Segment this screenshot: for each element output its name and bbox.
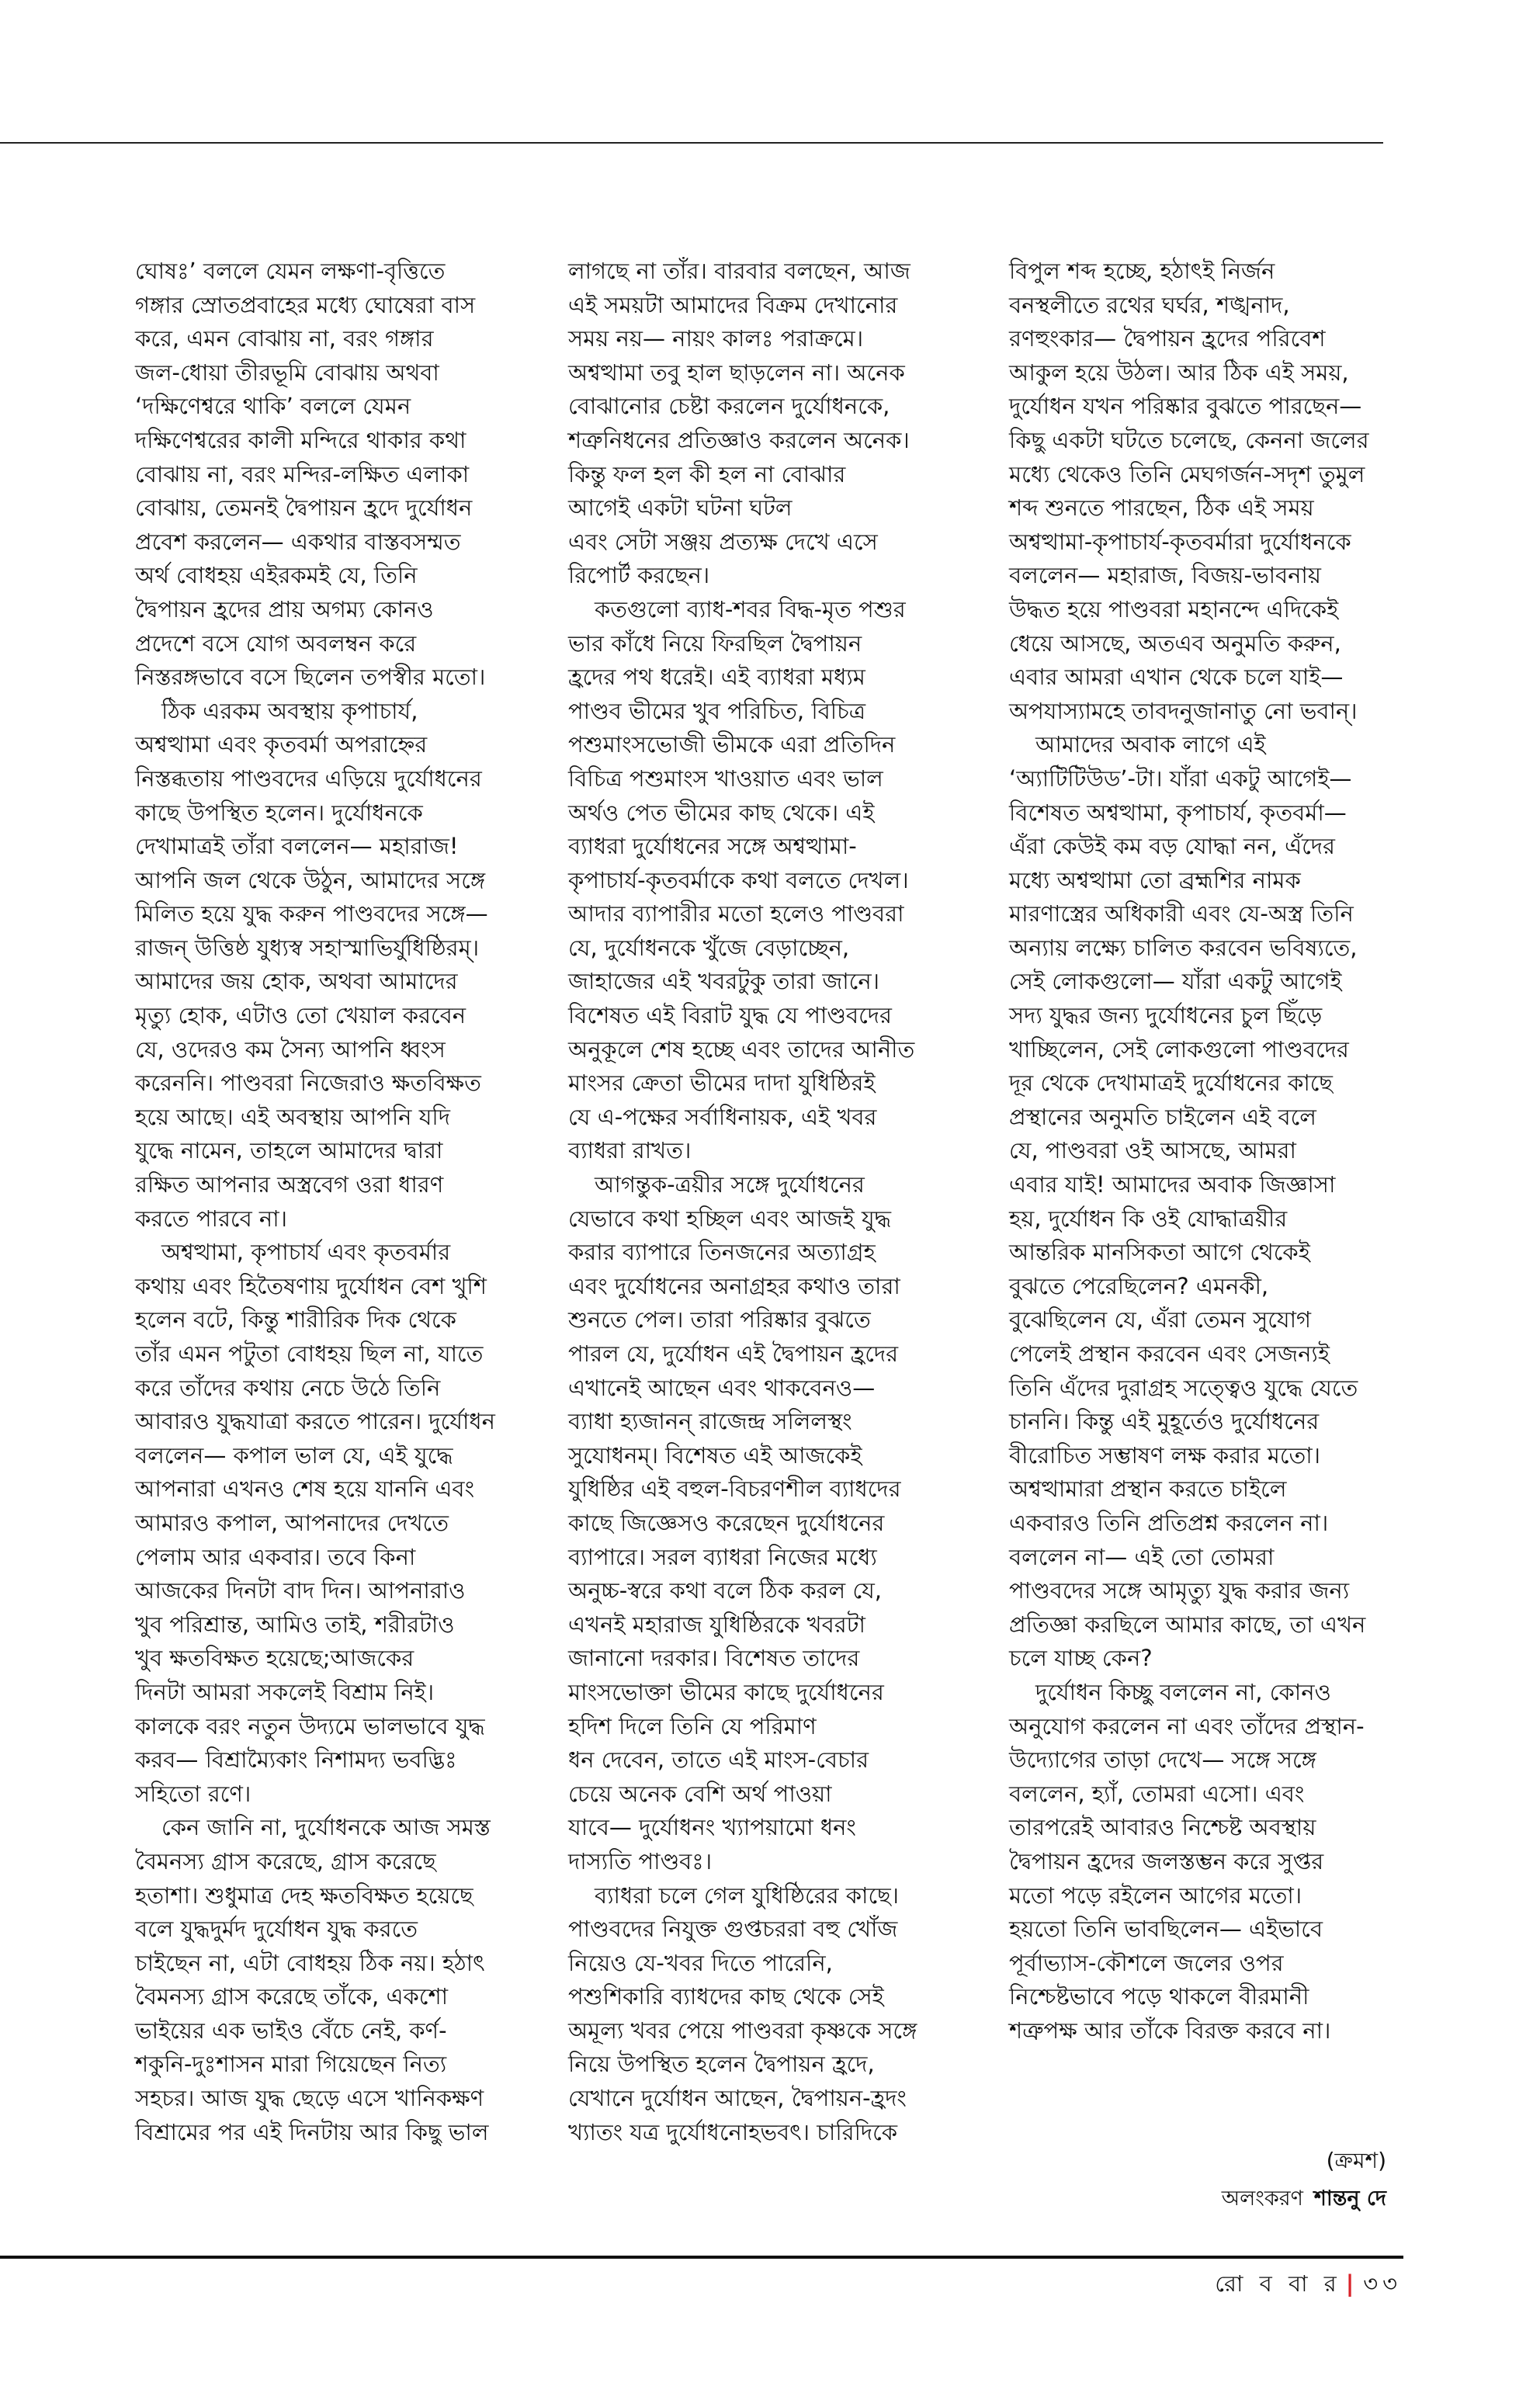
text-line: খাচ্ছিলেন, সেই লোকগুলো পাণ্ডবদের (1009, 1035, 1349, 1063)
text-line: আবারও যুদ্ধযাত্রা করতে পারেন। দুর্যোধন (135, 1408, 495, 1435)
text-line: দ্বৈপায়ন হ্রদের জলস্তম্ভন করে সুপ্তর (1009, 1847, 1324, 1875)
text-line: আগন্তুক-ত্রয়ীর সঙ্গে দুর্যোধনের (595, 1171, 865, 1198)
text-line: বললেন, হ্যাঁ, তোমরা এসো। এবং (1009, 1780, 1305, 1807)
text-line: কাছে জিজ্ঞেসও করেছেন দুর্যোধনের (568, 1509, 885, 1536)
text-line: এবং দুর্যোধনের অনাগ্রহর কথাও তারা (568, 1272, 900, 1299)
text-line: দেখামাত্রই তাঁরা বললেন— মহারাজ! (135, 833, 459, 860)
text-line: রণহুংকার— দ্বৈপায়ন হ্রদের পরিবেশ (1009, 325, 1326, 352)
text-line: কথায় এবং হিতৈষণায় দুর্যোধন বেশ খুশি (135, 1272, 487, 1299)
text-line: অমূল্য খবর পেয়ে পাণ্ডবরা কৃষ্ণকে সঙ্গে (568, 2017, 917, 2044)
text-line: নিশ্চেষ্টভাবে পড়ে থাকলে বীরমানী (1009, 1983, 1309, 2010)
paragraph (1009, 1676, 1432, 2048)
text-line: যে, ওদেরও কম সৈন্য আপনি ধ্বংস (135, 1035, 446, 1063)
text-line: বৈমনস্য গ্রাস করেছে তাঁকে, একশো (135, 1983, 449, 2010)
text-line: করার ব্যাপারে তিনজনের অত্যাগ্রহ (568, 1239, 876, 1266)
text-line: মাংসর ক্রেতা ভীমের দাদা যুধিষ্ঠিরই (568, 1070, 876, 1097)
text-line: অনুযোগ করলেন না এবং তাঁদের প্রস্থান- (1009, 1712, 1365, 1739)
text-line: প্রতিজ্ঞা করছিলে আমার কাছে, তা এখন (1009, 1611, 1366, 1638)
text-line: গঙ্গার স্রোতপ্রবাহের মধ্যে ঘোষেরা বাস (135, 291, 476, 318)
text-line: হয়তো তিনি ভাবছিলেন— এইভাবে (1009, 1916, 1323, 1943)
text-line: তাঁর এমন পটুতা বোধহয় ছিল না, যাতে (135, 1340, 484, 1367)
text-line: ঘোষঃ’ বললে যেমন লক্ষণা-বৃত্তিতে (135, 258, 446, 284)
text-line: দূর থেকে দেখামাত্রই দুর্যোধনের কাছে (1009, 1070, 1334, 1097)
text-line: জল-ধোয়া তীরভূমি বোঝায় অথবা (135, 359, 439, 386)
text-line: বলে যুদ্ধদুর্মদ দুর্যোধন যুদ্ধ করতে (135, 1916, 418, 1943)
text-line: নিস্তব্ধতায় পাণ্ডবদের এড়িয়ে দুর্যোধনের (135, 765, 482, 792)
text-line: ব্যাধরা চলে গেল যুধিষ্ঠিরের কাছে। (595, 1881, 900, 1909)
text-line: কিছু একটা ঘটতে চলেছে, কেননা জলের (1009, 426, 1369, 453)
text-line: বুঝেছিলেন যে, এঁরা তেমন সুযোগ (1009, 1306, 1312, 1333)
text-line: দুর্যোধন যখন পরিষ্কার বুঝতে পারছেন— (1009, 393, 1362, 420)
text-line: বনস্থলীতে রথের ঘর্ঘর, শঙ্খনাদ, (1009, 291, 1290, 318)
text-line: হয়ে আছে। এই অবস্থায় আপনি যদি (135, 1103, 450, 1130)
text-line: দক্ষিণেশ্বরের কালী মন্দিরে থাকার কথা (135, 426, 467, 453)
text-line: এঁরা কেউই কম বড় যোদ্ধা নন, এঁদের (1009, 833, 1335, 860)
text-line: এবার আমরা এখান থেকে চলে যাই— (1009, 664, 1344, 691)
text-line: সহিতো রণে। (135, 1780, 251, 1807)
text-line: আন্তরিক মানসিকতা আগে থেকেই (1009, 1239, 1310, 1266)
text-line: যুদ্ধে নামেন, তাহলে আমাদের দ্বারা (135, 1137, 443, 1164)
text-line: কতগুলো ব্যাধ-শবর বিদ্ধ-মৃত পশুর (595, 595, 906, 623)
text-line: যে, পাণ্ডবরা ওই আসছে, আমরা (1009, 1137, 1296, 1164)
text-line: অপযাস্যামহে তাবদনুজানাতু নো ভবান্। (1009, 697, 1358, 724)
text-line: হ্রদের পথ ধরেই। এই ব্যাধরা মধ্যম (568, 664, 865, 691)
text-line: পশুমাংসভোজী ভীমকে এরা প্রতিদিন (568, 731, 896, 758)
text-line: মতো পড়ে রইলেন আগের মতো। (1009, 1881, 1302, 1909)
bottom-rule (0, 2256, 1403, 2259)
text-line: বীরোচিত সম্ভাষণ লক্ষ করার মতো। (1009, 1441, 1321, 1469)
text-line: যে, দুর্যোধনকে খুঁজে বেড়াচ্ছেন, (568, 934, 850, 961)
text-line: শুনতে পেল। তারা পরিষ্কার বুঝতে (568, 1306, 871, 1333)
text-line: উদ্যোগের তাড়া দেখে— সঙ্গে সঙ্গে (1009, 1746, 1316, 1774)
text-line: মৃত্যু হোক, এটাও তো খেয়াল করবেন (135, 1002, 467, 1029)
text-line: একবারও তিনি প্রতিপ্রশ্ন করলেন না। (1009, 1509, 1329, 1536)
paragraph (568, 255, 991, 593)
text-line: আগেই একটা ঘটনা ঘটল (568, 494, 793, 522)
text-line: কাছে উপস্থিত হলেন। দুর্যোধনকে (135, 799, 423, 826)
text-line: রাজন্ উত্তিষ্ঠ যুধ্যস্ব সহাস্মাভির্যুধিষ্ঠিরম্। (135, 934, 480, 961)
text-line: নিস্তরঙ্গভাবে বসে ছিলেন তপস্বীর মতো। (135, 664, 486, 691)
text-line: করেননি। পাণ্ডবরা নিজেরাও ক্ষতবিক্ষত (135, 1070, 481, 1097)
illustrator-name: শান্তনু দে (1313, 2187, 1386, 2211)
text-line: দ্বৈপায়ন হ্রদের প্রায় অগম্য কোনও (135, 595, 434, 623)
paragraph (568, 593, 991, 1168)
text-line: ব্যাধরা রাখত। (568, 1137, 692, 1164)
text-line: অন্যায় লক্ষ্যে চালিত করবেন ভবিষ্যতে, (1009, 934, 1358, 961)
illustration-credit (1222, 2183, 1386, 2218)
text-line: অশ্বত্থামা-কৃপাচার্য-কৃতবর্মারা দুর্যোধনকে (1009, 528, 1351, 555)
text-line: ‘অ্যাটিটিউড’-টা। যাঁরা একটু আগেই— (1009, 765, 1352, 792)
text-line: আপনি জল থেকে উঠুন, আমাদের সঙ্গে (135, 866, 486, 893)
text-line: আকুল হয়ে উঠল। আর ঠিক এই সময়, (1009, 359, 1349, 386)
text-line: বোঝায়, তেমনই দ্বৈপায়ন হ্রদে দুর্যোধন (135, 494, 473, 522)
credit-label: অলংকরণ (1221, 2187, 1303, 2211)
text-line: বললেন— কপাল ভাল যে, এই যুদ্ধে (135, 1441, 453, 1469)
text-line: করব— বিশ্রাম্যৈকাং নিশামদ্য ভবদ্ভিঃ (135, 1746, 457, 1774)
text-line: ব্যাধরা দুর্যোধনের সঙ্গে অশ্বত্থামা- (568, 833, 857, 860)
text-line: ব্যাধা হ্যজানন্ রাজেন্দ্র সলিলস্থং (568, 1408, 852, 1435)
text-line: বোঝানোর চেষ্টা করলেন দুর্যোধনকে, (568, 393, 890, 420)
text-line: এখনই মহারাজ যুধিষ্ঠিরকে খবরটা (568, 1611, 865, 1638)
text-line: আপনারা এখনও শেষ হয়ে যাননি এবং (135, 1476, 475, 1503)
paragraph (135, 255, 558, 695)
text-line: বৈমনস্য গ্রাস করেছে, গ্রাস করেছে (135, 1847, 436, 1875)
text-line: চাইছেন না, এটা বোধহয় ঠিক নয়। হঠাৎ (135, 1949, 485, 1976)
paragraph (135, 1236, 558, 1811)
text-line: বিশেষত অশ্বত্থামা, কৃপাচার্য, কৃতবর্মা— (1009, 799, 1347, 826)
text-line: করে তাঁদের কথায় নেচে উঠে তিনি (135, 1374, 441, 1401)
text-line: দিনটা আমরা সকলেই বিশ্রাম নিই। (135, 1678, 435, 1705)
text-line: চেয়ে অনেক বেশি অর্থ পাওয়া (568, 1780, 832, 1807)
text-line: অশ্বত্থামা, কৃপাচার্য এবং কৃতবর্মার (161, 1239, 451, 1266)
text-line: হদিশ দিলে তিনি যে পরিমাণ (568, 1712, 817, 1739)
text-line: জানানো দরকার। বিশেষত তাদের (568, 1645, 860, 1672)
text-line: বললেন— মহারাজ, বিজয়-ভাবনায় (1009, 562, 1321, 589)
text-line: পারল যে, দুর্যোধন এই দ্বৈপায়ন হ্রদের (568, 1340, 899, 1367)
text-line: অর্থও পেত ভীমের কাছ থেকে। এই (568, 799, 875, 826)
article-column-1 (135, 255, 558, 2149)
text-line: সুযোধনম্। বিশেষত এই আজকেই (568, 1441, 862, 1469)
text-line: শব্দ শুনতে পারছেন, ঠিক এই সময় (1009, 494, 1314, 522)
text-line: আমাদের অবাক লাগে এই (1035, 731, 1266, 758)
text-line: শত্রুনিধনের প্রতিজ্ঞাও করলেন অনেক। (568, 426, 910, 453)
text-line: এখানেই আছেন এবং থাকবেনও— (568, 1374, 876, 1401)
text-line: আদার ব্যাপারীর মতো হলেও পাণ্ডবরা (568, 900, 904, 928)
top-rule (0, 142, 1383, 144)
text-line: ধন দেবেন, তাতে এই মাংস-বেচার (568, 1746, 869, 1774)
text-line: যেভাবে কথা হচ্ছিল এবং আজই যুদ্ধ (568, 1205, 891, 1232)
text-line: সেই লোকগুলো— যাঁরা একটু আগেই (1009, 968, 1342, 995)
paragraph (135, 1811, 558, 2149)
text-line: কিন্তু ফল হল কী হল না বোঝার (568, 460, 846, 487)
text-line: করে, এমন বোঝায় না, বরং গঙ্গার (135, 325, 434, 352)
text-line: বিপুল শব্দ হচ্ছে, হঠাৎই নির্জন (1009, 258, 1275, 284)
paragraph (1009, 728, 1432, 1676)
text-line: হতাশা। শুধুমাত্র দেহ ক্ষতবিক্ষত হয়েছে (135, 1881, 473, 1909)
to-be-continued: (ক্রমশ) (1326, 2148, 1386, 2173)
text-line: অশ্বত্থামা তবু হাল ছাড়লেন না। অনেক (568, 359, 905, 386)
text-line: এবার যাই! আমাদের অবাক জিজ্ঞাসা (1009, 1171, 1336, 1198)
text-line: যেখানে দুর্যোধন আছেন, দ্বৈপায়ন-হ্রদং (568, 2085, 907, 2112)
text-line: শকুনি-দুঃশাসন মারা গিয়েছেন নিত্য (135, 2051, 447, 2078)
text-line: প্রবেশ করলেন— একথার বাস্তবসম্মত (135, 528, 461, 555)
text-line: কেন জানি না, দুর্যোধনকে আজ সমস্ত (161, 1814, 491, 1841)
text-line: অশ্বত্থামা এবং কৃতবর্মা অপরাহ্নের (135, 731, 428, 758)
text-line: ভাইয়ের এক ভাইও বেঁচে নেই, কর্ণ- (135, 2017, 447, 2044)
text-line: মধ্যে থেকেও তিনি মেঘগর্জন-সদৃশ তুমুল (1009, 460, 1365, 487)
text-line: মিলিত হয়ে যুদ্ধ করুন পাণ্ডবদের সঙ্গে— (135, 900, 488, 928)
text-line: বললেন না— এই তো তোমরা (1009, 1543, 1275, 1570)
text-line: আজকের দিনটা বাদ দিন। আপনারাও (135, 1577, 466, 1604)
text-line: রিপোর্ট করছেন। (568, 562, 710, 589)
text-line: তারপরেই আবারও নিশ্চেষ্ট অবস্থায় (1009, 1814, 1316, 1841)
paragraph (568, 1879, 991, 2150)
text-line: ধেয়ে আসছে, অতএব অনুমতি করুন, (1009, 629, 1341, 657)
text-line: চাননি। কিন্তু এই মুহূর্তেও দুর্যোধনের (1009, 1408, 1320, 1435)
text-line: বুঝতে পেরেছিলেন? এমনকী, (1009, 1272, 1269, 1299)
text-line: পাণ্ডব ভীমের খুব পরিচিত, বিচিত্র (568, 697, 866, 724)
page-number: ৩৩ (1363, 2270, 1402, 2297)
text-line: হয়, দুর্যোধন কি ওই যোদ্ধাত্রয়ীর (1009, 1205, 1288, 1232)
text-line: খুব পরিশ্রান্ত, আমিও তাই, শরীরটাও (135, 1611, 455, 1638)
text-line: পেলেই প্রস্থান করবেন এবং সেজন্যই (1009, 1340, 1330, 1367)
text-line: খ্যাতং যত্র দুর্যোধনোহভবৎ। চারিদিকে (568, 2118, 898, 2145)
text-line: আমাদের জয় হোক, অথবা আমাদের (135, 968, 458, 995)
text-line: সদ্য যুদ্ধর জন্য দুর্যোধনের চুল ছিঁড়ে (1009, 1002, 1323, 1029)
text-line: পাণ্ডবদের নিযুক্ত গুপ্তচররা বহু খোঁজ (568, 1916, 898, 1943)
text-line: কালকে বরং নতুন উদ্যমে ভালভাবে যুদ্ধ (135, 1712, 485, 1739)
paragraph (568, 1168, 991, 1878)
text-line: ‘দক্ষিণেশ্বরে থাকি’ বললে যেমন (135, 393, 411, 420)
text-line: এই সময়টা আমাদের বিক্রম দেখানোর (568, 291, 898, 318)
text-line: ঠিক এরকম অবস্থায় কৃপাচার্য, (161, 697, 418, 724)
text-line: আমারও কপাল, আপনাদের দেখতে (135, 1509, 449, 1536)
text-line: যাবে— দুর্যোধনং খ্যাপয়ামো ধনং (568, 1814, 856, 1841)
text-line: অনুকূলে শেষ হচ্ছে এবং তাদের আনীত (568, 1035, 915, 1063)
text-line: সময় নয়— নায়ং কালঃ পরাক্রমে। (568, 325, 864, 352)
text-line: করতে পারবে না। (135, 1205, 288, 1232)
paragraph (135, 695, 558, 1236)
text-line: উদ্ধত হয়ে পাণ্ডবরা মহানন্দে এদিকেই (1009, 595, 1339, 623)
text-line: যুধিষ্ঠির এই বহুল-বিচরণশীল ব্যাধদের (568, 1476, 901, 1503)
text-line: তিনি এঁদের দুরাগ্রহ সত্ত্বেও যুদ্ধে যেতে (1009, 1374, 1358, 1401)
text-line: পশুশিকারি ব্যাধদের কাছ থেকে সেই (568, 1983, 884, 2010)
text-line: প্রদেশে বসে যোগ অবলম্বন করে (135, 629, 417, 657)
text-line: বিশেষত এই বিরাট যুদ্ধ যে পাণ্ডবদের (568, 1002, 892, 1029)
text-line: দাস্যতি পাণ্ডবঃ। (568, 1847, 713, 1875)
text-line: সহচর। আজ যুদ্ধ ছেড়ে এসে খানিকক্ষণ (135, 2085, 484, 2112)
text-line: যে এ-পক্ষের সর্বাধিনায়ক, এই খবর (568, 1103, 877, 1130)
text-line: ব্যাপারে। সরল ব্যাধরা নিজের মধ্যে (568, 1543, 877, 1570)
text-line: মধ্যে অশ্বত্থামা তো ব্রহ্মশির নামক (1009, 866, 1301, 893)
footer-separator: | (1345, 2270, 1359, 2297)
text-line: বিচিত্র পশুমাংস খাওয়াত এবং ভাল (568, 765, 883, 792)
article-column-2 (568, 255, 991, 2149)
text-line: অশ্বত্থামারা প্রস্থান করতে চাইলে (1009, 1476, 1287, 1503)
text-line: পেলাম আর একবার। তবে কিনা (135, 1543, 416, 1570)
article-column-3 (1009, 255, 1432, 2048)
text-line: রক্ষিত আপনার অস্ত্রবেগ ওরা ধারণ (135, 1171, 444, 1198)
text-line: মারণাস্ত্রের অধিকারী এবং যে-অস্ত্র তিনি (1009, 900, 1354, 928)
text-line: হলেন বটে, কিন্তু শারীরিক দিক থেকে (135, 1306, 456, 1333)
page-footer (1215, 2266, 1402, 2305)
text-line: বিশ্রামের পর এই দিনটায় আর কিছু ভাল (135, 2118, 489, 2145)
text-line: জাহাজের এই খবরটুকু তারা জানে। (568, 968, 880, 995)
text-line: নিয়ে উপস্থিত হলেন দ্বৈপায়ন হ্রদে, (568, 2051, 875, 2078)
text-line: মাংসভোক্তা ভীমের কাছে দুর্যোধনের (568, 1678, 884, 1705)
text-line: পাণ্ডবদের সঙ্গে আমৃত্যু যুদ্ধ করার জন্য (1009, 1577, 1350, 1604)
text-line: বোঝায় না, বরং মন্দির-লক্ষিত এলাকা (135, 460, 470, 487)
text-line: লাগছে না তাঁর। বারবার বলছেন, আজ (568, 258, 910, 284)
text-line: এবং সেটা সঞ্জয় প্রত্যক্ষ দেখে এসে (568, 528, 878, 555)
text-line: অর্থ বোধহয় এইরকমই যে, তিনি (135, 562, 418, 589)
text-line: কৃপাচার্য-কৃতবর্মাকে কথা বলতে দেখল। (568, 866, 909, 893)
text-line: চলে যাচ্ছ কেন? (1009, 1645, 1153, 1672)
text-line: প্রস্থানের অনুমতি চাইলেন এই বলে (1009, 1103, 1316, 1130)
paragraph (1009, 255, 1432, 728)
text-line: নিয়েও যে-খবর দিতে পারেনি, (568, 1949, 833, 1976)
text-line: পূর্বাভ্যাস-কৌশলে জলের ওপর (1009, 1949, 1284, 1976)
text-line: খুব ক্ষতবিক্ষত হয়েছে;আজকের (135, 1645, 414, 1672)
text-line: ভার কাঁধে নিয়ে ফিরছিল দ্বৈপায়ন (568, 629, 862, 657)
text-line: দুর্যোধন কিচ্ছু বললেন না, কোনও (1035, 1678, 1331, 1705)
text-line: শত্রুপক্ষ আর তাঁকে বিরক্ত করবে না। (1009, 2017, 1331, 2044)
magazine-name: রো ব বা র (1215, 2270, 1341, 2297)
text-line: অনুচ্চ-স্বরে কথা বলে ঠিক করল যে, (568, 1577, 883, 1604)
